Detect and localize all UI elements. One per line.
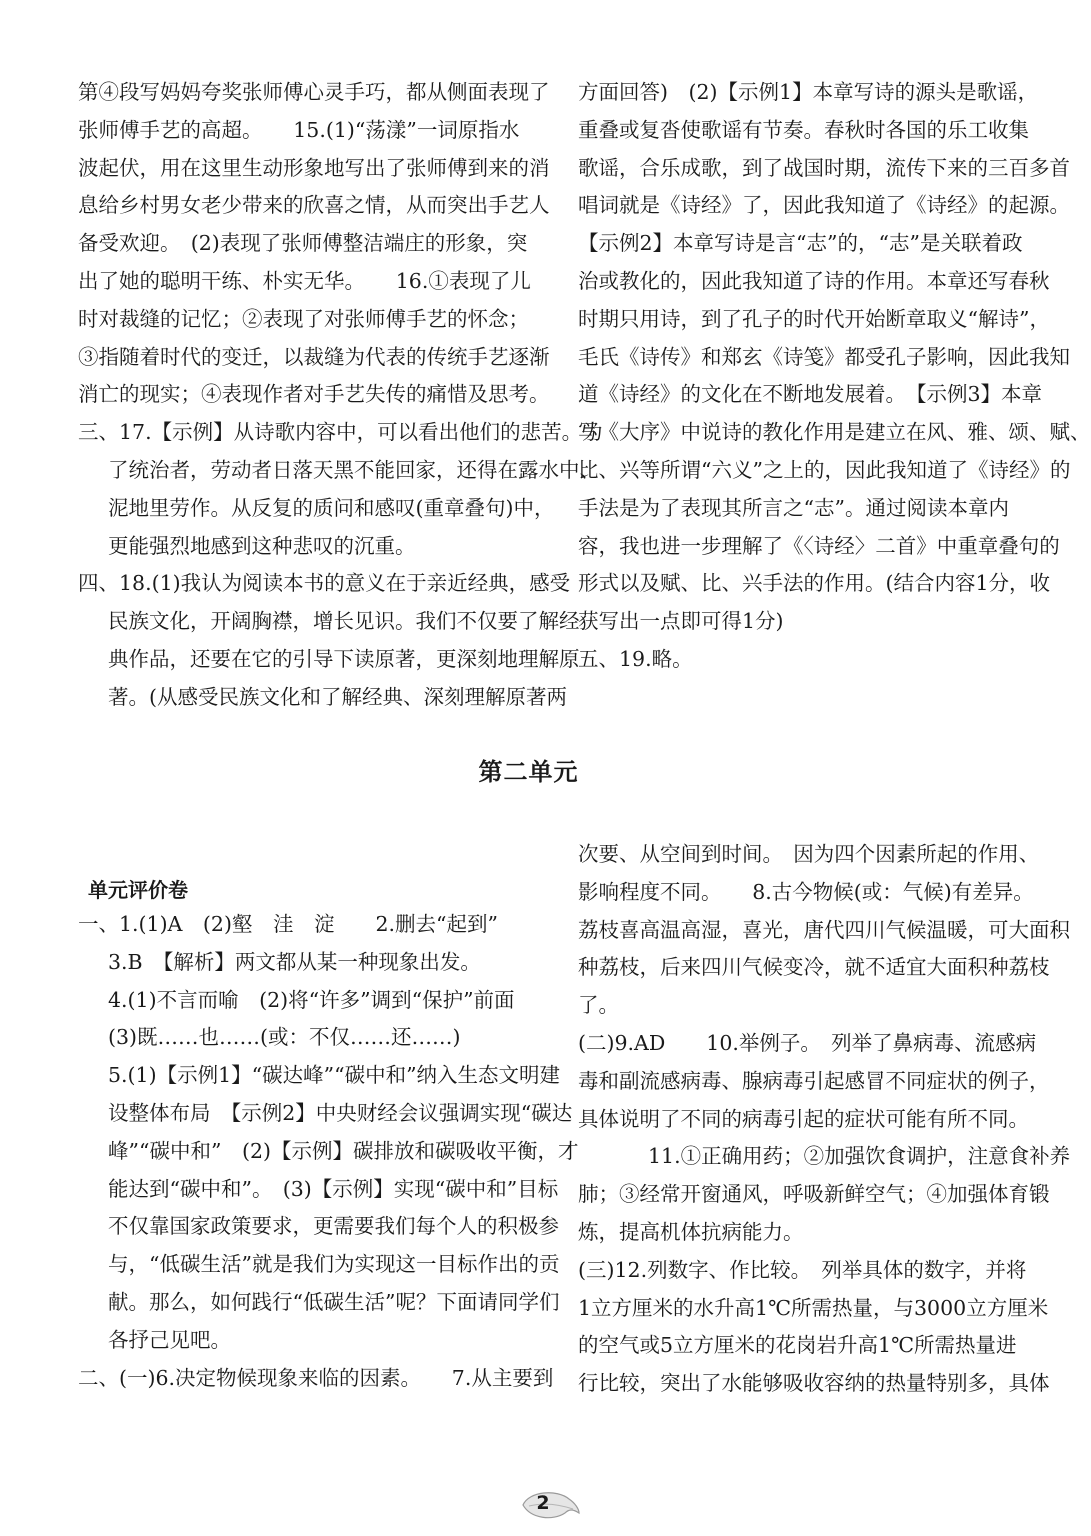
answer-column-bottom-right [578,836,1071,1403]
text-line: 行比较，突出了水能够吸收容纳的热量特别多，具体 [578,1371,1050,1396]
unit-title: 第二单元 [478,758,579,786]
answer-item-5: 5.(1)【示例1】“碳达峰”“碳中和”纳入生态文明建 [108,1063,561,1088]
text-line: 种荔枝，后来四川气候变冷，就不适宜大面积种荔枝 [578,955,1050,980]
text-line: 张师傅手艺的高超。 15.(1)“荡漾”一词原指水 [78,117,520,142]
text-line: 波起伏，用在这里生动形象地写出了张师傅到来的消 [78,155,550,180]
text-line: 不仅靠国家政策要求，更需要我们每个人的积极参 [108,1214,559,1239]
text-line: 写《大序》中说诗的教化作用是建立在风、雅、颂、赋、 [578,420,1091,445]
text-line: 次要、从空间到时间。 因为四个因素所起的作用、 [578,842,1040,866]
answer-item-9-10: (二)9.AD 10.举例子。 列举了鼻病毒、流感病 [578,1030,1037,1055]
page-number-badge [517,1487,581,1523]
text-line: 了。 [578,993,619,1018]
answer-item-18: 四、18.(1)我认为阅读本书的意义在于亲近经典，感受 [78,571,571,596]
text-line: 【示例2】本章写诗是言“志”的，“志”是关联着政 [578,231,1023,256]
watermark-logo [862,1470,1050,1532]
text-line: 民族文化，开阔胸襟，增长见识。我们不仅要了解经 [108,609,580,634]
text-line: 影响程度不同。 8.古今物候(或：气候)有差异。 [578,879,1034,904]
text-line: 肺；③经常开窗通风，呼吸新鲜空气；④加强体育锻 [578,1182,1050,1207]
text-line: (3)既……也……(或：不仅……还……) [108,1025,461,1050]
text-line: 各抒己见吧。 [108,1327,231,1352]
answer-item-12: (三)12.列数字、作比较。 列举具体的数字，并将 [578,1257,1027,1282]
answer-item-17: 三、17.【示例】从诗歌内容中，可以看出他们的悲苦。为 [78,420,603,445]
answer-column-top-left [78,74,603,717]
text-line: ③指随着时代的变迁，以裁缝为代表的传统手艺逐渐 [78,344,550,369]
answer-column-top-right [578,74,1091,679]
text-line: 能达到“碳中和”。 (3)【示例】实现“碳中和”目标 [108,1176,559,1201]
text-line: 泥地里劳作。从反复的质问和感叹(重章叠句)中， [108,495,555,520]
text-line: 治或教化的，因此我知道了诗的作用。本章还写春秋 [578,268,1050,293]
text-line: 出了她的聪明干练、朴实无华。 16.①表现了儿 [78,268,531,293]
answer-item-1-2: 一、1.(1)A (2)壑 洼 淀 2.删去“起到” [78,912,498,936]
text-line: 典作品，还要在它的引导下读原著，更深刻地理解原 [108,646,580,671]
text-line: 了统治者，劳动者日落天黑不能回家，还得在露水中、 [108,457,600,482]
text-line: 唱词就是《诗经》了，因此我知道了《诗经》的起源。 [578,193,1070,218]
text-line: 1立方厘米的水升高1℃所需热量，与3000立方厘米 [578,1295,1049,1320]
text-line: 获写出一点即可得1分) [578,609,784,634]
text-line: 设整体布局 【示例2】中央财经会议强调实现“碳达 [108,1100,573,1125]
text-line: 消亡的现实；④表现作者对手艺失传的痛惜及思考。 [78,382,550,407]
text-line: 毛氏《诗传》和郑玄《诗笺》都受孔子影响，因此我知 [578,344,1070,369]
text-line: 道《诗经》的文化在不断地发展着。 【示例3】本章 [578,382,1043,407]
answer-item-19: 五、19.略。 [578,646,693,671]
text-line: 手法是为了表现其所言之“志”。通过阅读本章内 [578,495,1009,520]
section-title: 单元评价卷 [88,878,188,902]
text-line: 与，“低碳生活”就是我们为实现这一目标作出的贡 [108,1252,560,1277]
text-line: 更能强烈地感到这种悲叹的沉重。 [108,533,416,558]
answer-item-3: 3.B 【解析】两文都从某一种现象出发。 [108,949,481,974]
text-line: 毒和副流感病毒、腺病毒引起感冒不同症状的例子， [578,1068,1050,1093]
text-line: 著。(从感受民族文化和了解经典、深刻理解原著两 [108,684,567,709]
text-line: 的空气或5立方厘米的花岗岩升高1℃所需热量进 [578,1333,1017,1358]
text-line: 峰”“碳中和” (2)【示例】碳排放和碳吸收平衡，才 [108,1138,579,1163]
text-line: 炼，提高机体抗病能力。 [578,1219,804,1244]
answer-item-11: 11.①正确用药；②加强饮食调护，注意食补养 [648,1144,1071,1169]
text-line: 容，我也进一步理解了《〈诗经〉二首》中重章叠句的 [578,533,1060,558]
text-line: 荔枝喜高温高湿，喜光，唐代四川气候温暖，可大面积 [578,917,1070,942]
text-line: 歌谣，合乐成歌，到了战国时期，流传下来的三百多首 [578,155,1070,180]
text-line: 献。那么，如何践行“低碳生活”呢？下面请同学们 [108,1289,560,1314]
text-line: 时对裁缝的记忆；②表现了对张师傅手艺的怀念； [78,306,529,331]
text-line: 第④段写妈妈夸奖张师傅心灵手巧，都从侧面表现了 [78,80,550,104]
text-line: 时期只用诗，到了孔子的时代开始断章取义“解诗”， [578,306,1050,331]
answer-column-bottom-left [78,906,579,1397]
text-line: 重叠或复沓使歌谣有节奏。春秋时各国的乐工收集 [578,117,1029,142]
text-line: 形式以及赋、比、兴手法的作用。(结合内容1分，收 [578,571,1051,596]
text-line: 具体说明了不同的病毒引起的症状可能有所不同。 [578,1106,1029,1131]
text-line: 方面回答) (2)【示例1】本章写诗的源头是歌谣， [578,80,1039,104]
answer-item-6-7: 二、(一)6.决定物候现象来临的因素。 7.从主要到 [78,1365,554,1390]
text-line: 比、兴等所谓“六义”之上的，因此我知道了《诗经》的 [578,457,1071,482]
answer-item-4: 4.(1)不言而喻 (2)将“许多”调到“保护”前面 [108,987,515,1012]
text-line: 备受欢迎。 (2)表现了张师傅整洁端庄的形象，突 [78,231,528,256]
text-line: 息给乡村男女老少带来的欣喜之情，从而突出手艺人 [78,193,550,218]
page-number: 2 [536,1492,550,1514]
